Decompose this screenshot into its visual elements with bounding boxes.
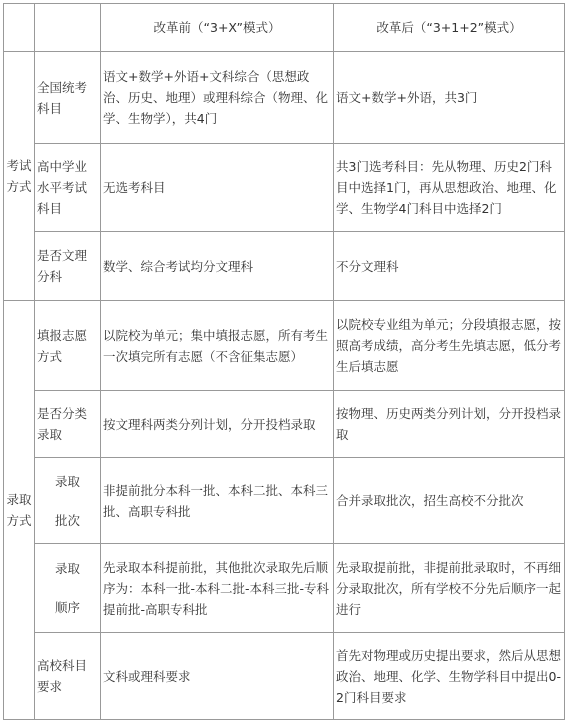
row-before: 先录取本科提前批，其他批次录取先后顺序为：本科一批-本科二批-本科三批-专科提前批-高职专科批 — [101, 544, 334, 633]
row-after: 先录取提前批，非提前批录取时，不再细分录取批次，所有学校不分先后顺序一起进行 — [334, 544, 565, 633]
row-before: 非提前批分本科一批、本科二批、本科三批、高职专科批 — [101, 458, 334, 544]
reform-comparison-table — [3, 3, 565, 720]
row-item: 是否文理分科 — [35, 232, 101, 301]
group-label-admission: 录取方式 — [4, 301, 35, 720]
row-before: 数学、综合考试均分文理科 — [101, 232, 334, 301]
row-after: 合并录取批次，招生高校不分批次 — [334, 458, 565, 544]
row-after: 不分文理科 — [334, 232, 565, 301]
header-before: 改革前（“3+X”模式） — [101, 4, 334, 52]
header-corner-cell — [4, 4, 35, 52]
row-item-top: 录取 — [54, 561, 80, 576]
table-row — [4, 458, 565, 544]
table-row — [4, 633, 565, 720]
row-before: 文科或理科要求 — [101, 633, 334, 720]
row-after: 共3门选考科目：先从物理、历史2门科目中选择1门，再从思想政治、地理、化学、生物学4门科目中选择2门 — [334, 144, 565, 232]
row-item: 全国统考科目 — [35, 52, 101, 144]
row-after: 按物理、历史两类分列计划，分开投档录取 — [334, 391, 565, 458]
row-before: 语文+数学+外语+文科综合（思想政治、历史、地理）或理科综合（物理、化学、生物学），共4门 — [101, 52, 334, 144]
row-item: 高校科目要求 — [35, 633, 101, 720]
table-row — [4, 301, 565, 391]
table-row — [4, 544, 565, 633]
row-item — [35, 458, 101, 544]
row-after: 语文+数学+外语，共3门 — [334, 52, 565, 144]
table-row — [4, 232, 565, 301]
row-before: 以院校为单元；集中填报志愿，所有考生一次填完所有志愿（不含征集志愿） — [101, 301, 334, 391]
table-row — [4, 144, 565, 232]
row-item-top: 录取 — [54, 473, 80, 489]
row-item-bottom: 顺序 — [54, 600, 80, 615]
header-after: 改革后（“3+1+2”模式） — [334, 4, 565, 52]
header-empty-cell — [35, 4, 101, 52]
table-row — [4, 52, 565, 144]
row-item: 是否分类录取 — [35, 391, 101, 458]
table-row — [4, 391, 565, 458]
header-row — [4, 4, 565, 52]
row-before: 无选考科目 — [101, 144, 334, 232]
row-item-bottom: 批次 — [54, 512, 80, 528]
row-item — [35, 544, 101, 633]
row-before: 按文理科两类分列计划，分开投档录取 — [101, 391, 334, 458]
row-item: 填报志愿方式 — [35, 301, 101, 391]
group-label-exam: 考试方式 — [4, 52, 35, 301]
row-after: 以院校专业组为单元；分段填报志愿，按照高考成绩，高分考生先填志愿，低分考生后填志愿 — [334, 301, 565, 391]
row-item: 高中学业水平考试科目 — [35, 144, 101, 232]
row-after: 首先对物理或历史提出要求，然后从思想政治、地理、化学、生物学科目中提出0-2门科目要求 — [334, 633, 565, 720]
